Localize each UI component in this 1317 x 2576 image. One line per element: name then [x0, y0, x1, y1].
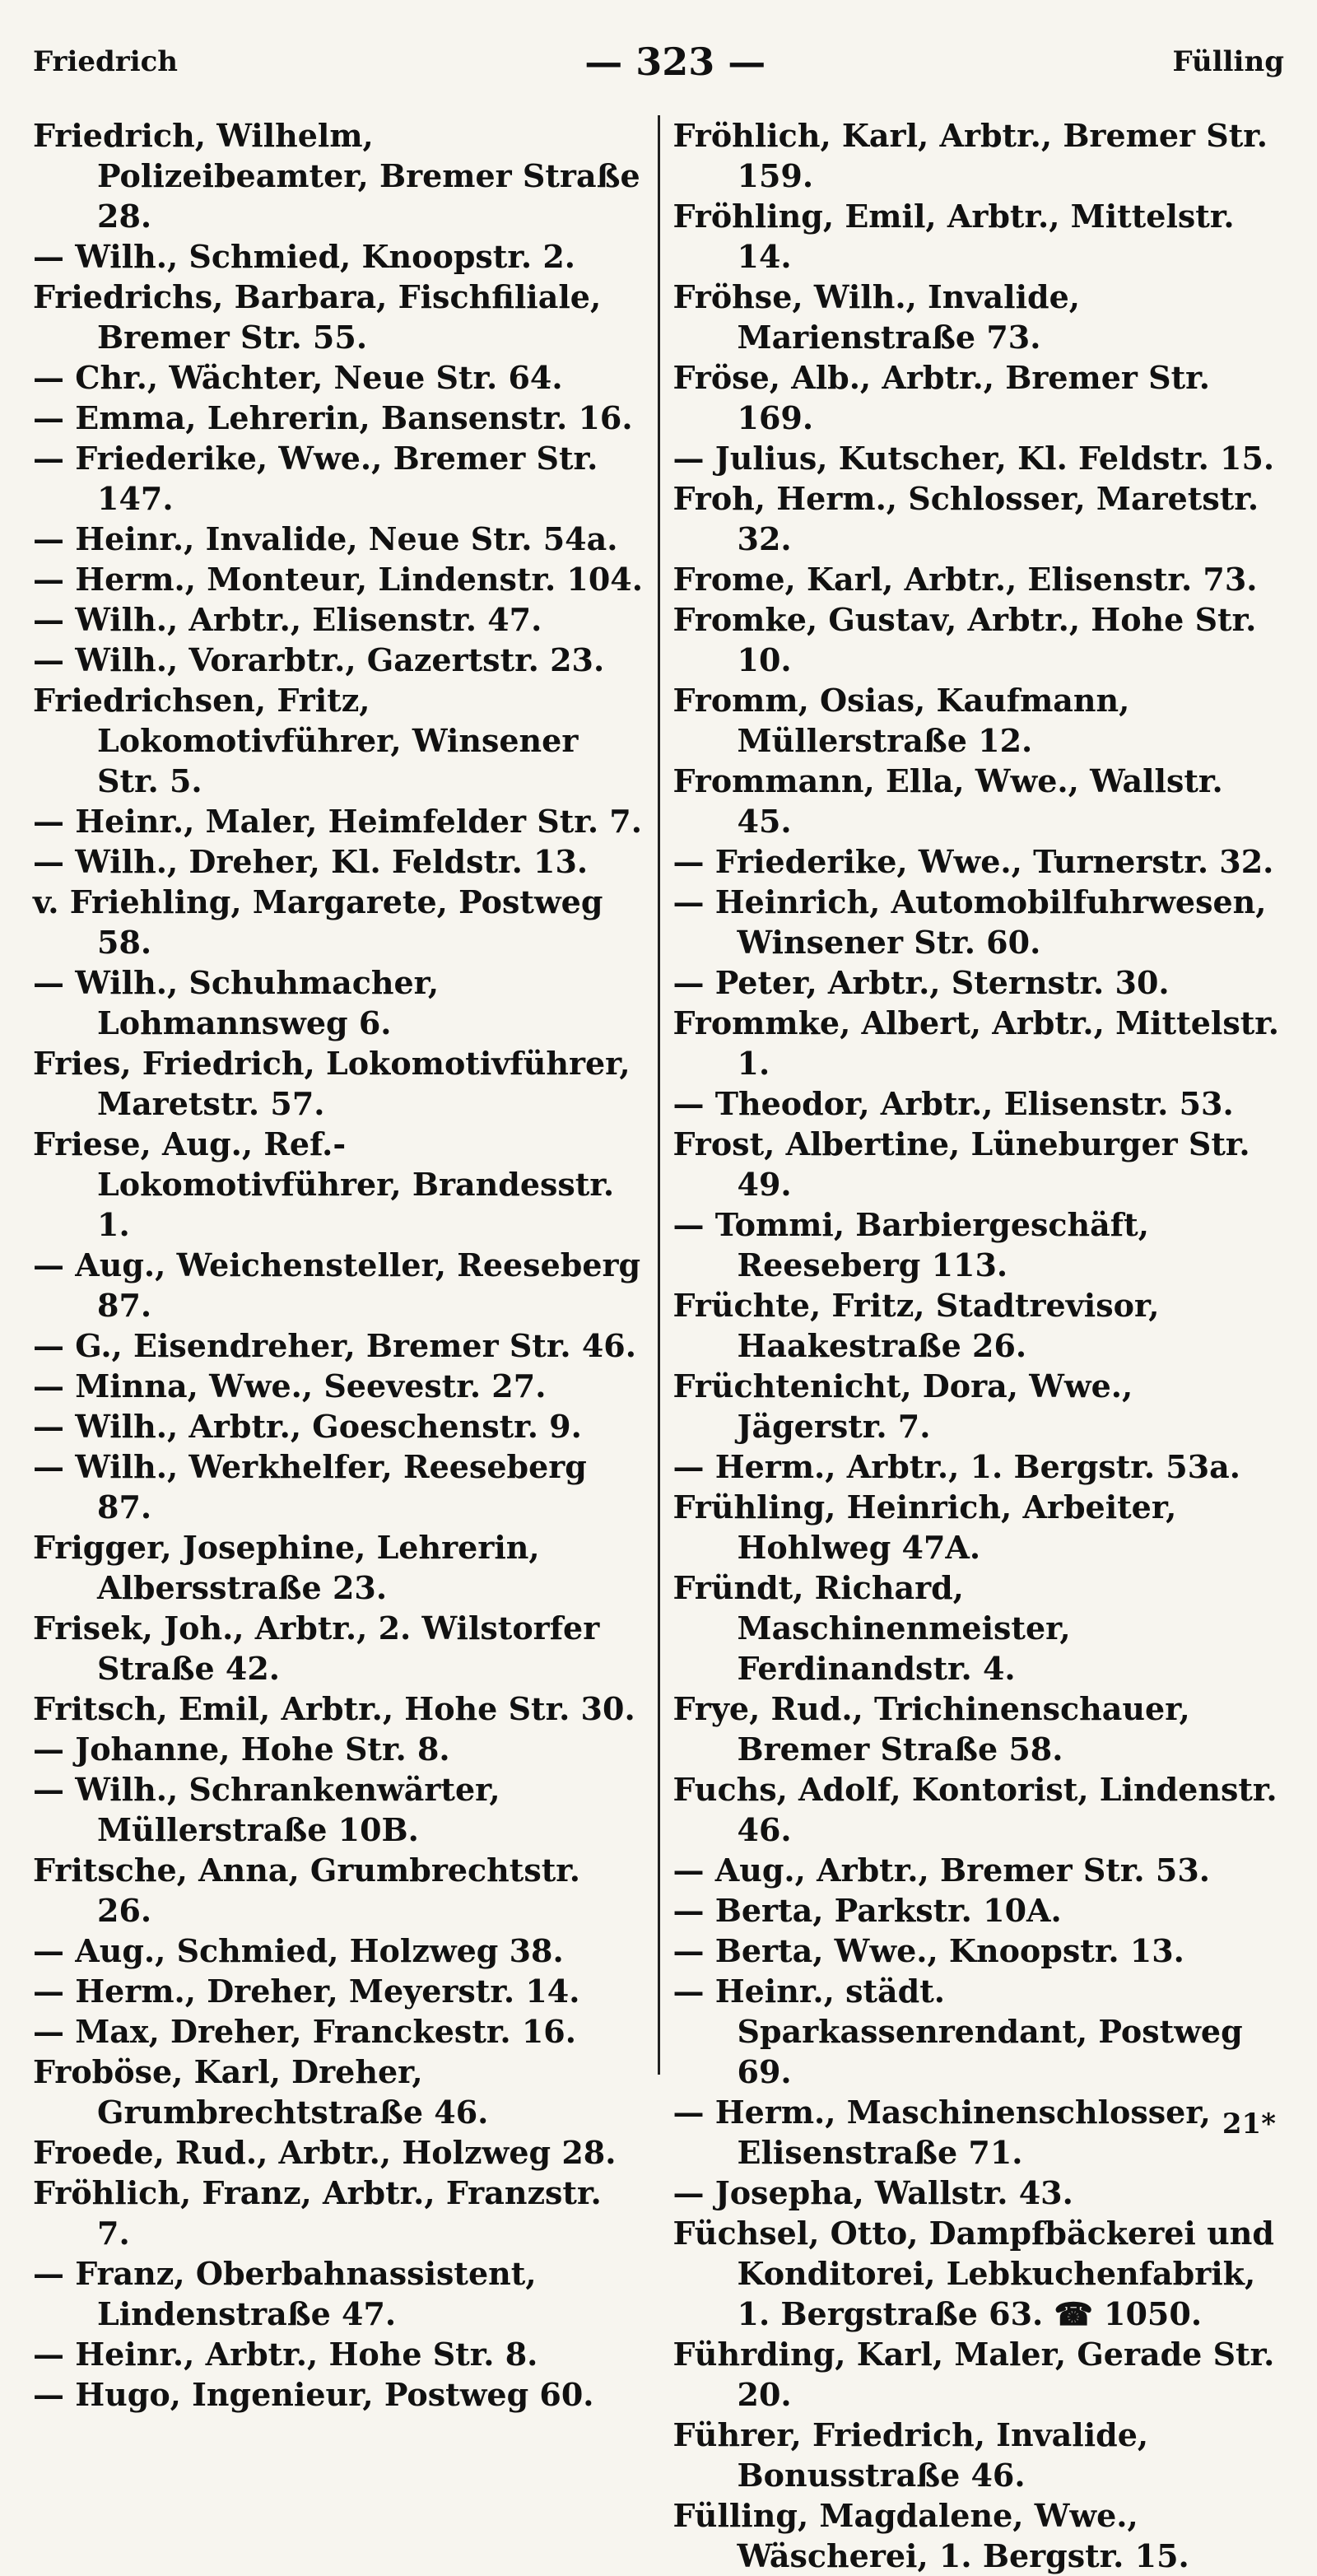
directory-entry: — Berta, Wwe., Knoopstr. 13.: [672, 1932, 1184, 1969]
directory-entry: v. Friehling, Margarete, Postweg 58.: [33, 883, 603, 961]
directory-entry: Fritsch, Emil, Arbtr., Hohe Str. 30.: [33, 1690, 635, 1727]
directory-entry: — Peter, Arbtr., Sternstr. 30.: [672, 964, 1170, 1001]
directory-entry: — Friederike, Wwe., Turnerstr. 32.: [672, 843, 1274, 880]
directory-entry: Froede, Rud., Arbtr., Holzweg 28.: [33, 2134, 617, 2171]
directory-entry: — Herm., Maschinenschlosser, Elisenstraße 71.: [672, 2094, 1211, 2171]
directory-entry: Fröhlich, Karl, Arbtr., Bremer Str. 159.: [672, 117, 1268, 194]
directory-entry: — G., Eisendreher, Bremer Str. 46.: [33, 1327, 636, 1364]
directory-entry: Frye, Rud., Trichinenschauer, Bremer Straße 58.: [672, 1690, 1190, 1768]
directory-entry: — Heinr., Arbtr., Hohe Str. 8.: [33, 2336, 538, 2373]
directory-entry: — Chr., Wächter, Neue Str. 64.: [33, 359, 563, 396]
directory-entry: — Hugo, Ingenieur, Postweg 60.: [33, 2376, 594, 2413]
directory-entry: Fromke, Gustav, Arbtr., Hohe Str. 10.: [672, 601, 1257, 678]
directory-entry: — Theodor, Arbtr., Elisenstr. 53.: [672, 1085, 1234, 1122]
left-column: [33, 115, 658, 2413]
directory-entry: Fries, Friedrich, Lokomotivführer, Maretstr. 57.: [33, 1045, 631, 1122]
directory-entry: — Wilh., Vorarbtr., Gazertstr. 23.: [33, 641, 605, 678]
directory-entry: Fröse, Alb., Arbtr., Bremer Str. 169.: [672, 359, 1210, 436]
directory-entry: — Franz, Oberbahnassistent, Lindenstraße 47.: [33, 2255, 537, 2332]
directory-entry: Fröhling, Emil, Arbtr., Mittelstr. 14.: [672, 198, 1235, 275]
directory-entry: Fuchs, Adolf, Kontorist, Lindenstr. 46.: [672, 1771, 1277, 1848]
directory-entry: Frome, Karl, Arbtr., Elisenstr. 73.: [672, 561, 1258, 598]
directory-entry: Froböse, Karl, Dreher, Grumbrechtstraße 46.: [33, 2053, 489, 2131]
directory-entry: — Berta, Parkstr. 10A.: [672, 1892, 1062, 1929]
directory-entry: — Heinr., Maler, Heimfelder Str. 7.: [33, 803, 642, 840]
page-number: — 323 —: [584, 40, 766, 84]
directory-entry: — Max, Dreher, Franckestr. 16.: [33, 2013, 576, 2050]
directory-entry: Frommke, Albert, Arbtr., Mittelstr. 1.: [672, 1004, 1280, 1082]
directory-entry: Frost, Albertine, Lüneburger Str. 49.: [672, 1125, 1250, 1203]
directory-entry: — Josepha, Wallstr. 43.: [672, 2174, 1073, 2211]
directory-entry: — Heinr., städt. Sparkassenrendant, Postweg 69.: [672, 1973, 1243, 2090]
directory-entry: Früchtenicht, Dora, Wwe., Jägerstr. 7.: [672, 1367, 1133, 1445]
directory-entry: Führer, Friedrich, Invalide, Bonusstraße 46.: [672, 2416, 1149, 2494]
directory-entry: — Johanne, Hohe Str. 8.: [33, 1731, 450, 1768]
directory-entry: Friedrichs, Barbara, Fischfiliale, Bremer Str. 55.: [33, 278, 602, 356]
directory-entry: Früchte, Fritz, Stadtrevisor, Haakestraße 26.: [672, 1287, 1160, 1364]
directory-entry: Friese, Aug., Ref.-Lokomotivführer, Brandesstr. 1.: [33, 1125, 615, 1243]
directory-entry: — Heinr., Invalide, Neue Str. 54a.: [33, 520, 618, 557]
directory-entry: Frühling, Heinrich, Arbeiter, Hohlweg 47A.: [672, 1488, 1177, 1566]
header-left-catchword: Friedrich: [33, 45, 179, 78]
directory-entry: — Tommi, Barbiergeschäft, Reeseberg 113.: [672, 1206, 1149, 1283]
page-header: [33, 33, 1284, 91]
header-right-catchword: Fülling: [1172, 45, 1284, 78]
directory-entry: — Aug., Schmied, Holzweg 38.: [33, 1932, 564, 1969]
directory-entry: — Wilh., Arbtr., Elisenstr. 47.: [33, 601, 542, 638]
directory-entry: — Wilh., Schuhmacher, Lohmannsweg 6.: [33, 964, 440, 1041]
directory-entry: Friedrichsen, Fritz, Lokomotivführer, Winsener Str. 5.: [33, 682, 579, 799]
directory-entry: — Heinrich, Automobilfuhrwesen, Winsener Str. 60.: [672, 883, 1267, 961]
directory-entry: — Minna, Wwe., Seevestr. 27.: [33, 1367, 547, 1404]
directory-entry: Fritsche, Anna, Grumbrechtstr. 26.: [33, 1852, 581, 1929]
directory-entry: Frommann, Ella, Wwe., Wallstr. 45.: [672, 762, 1223, 840]
directory-entry: — Friederike, Wwe., Bremer Str. 147.: [33, 440, 598, 517]
signature-mark: 21*: [1222, 2108, 1276, 2140]
directory-entry: — Wilh., Dreher, Kl. Feldstr. 13.: [33, 843, 589, 880]
directory-entry: Fülling, Magdalene, Wwe., Wäscherei, 1. Bergstr. 15.: [672, 2497, 1189, 2574]
directory-entry: Friedrich, Wilhelm, Polizeibeamter, Bremer Straße 28.: [33, 117, 640, 235]
directory-entry: — Wilh., Arbtr., Goeschenstr. 9.: [33, 1408, 582, 1445]
directory-entry: Frisek, Joh., Arbtr., 2. Wilstorfer Straße 42.: [33, 1609, 600, 1687]
directory-entry: — Aug., Arbtr., Bremer Str. 53.: [672, 1852, 1210, 1889]
directory-entry: — Wilh., Schrankenwärter, Müllerstraße 10B.: [33, 1771, 500, 1848]
directory-entry: Fründt, Richard, Maschinenmeister, Ferdinandstr. 4.: [672, 1569, 1071, 1687]
directory-entry: — Aug., Weichensteller, Reeseberg 87.: [33, 1246, 641, 1324]
directory-entry: — Herm., Dreher, Meyerstr. 14.: [33, 1973, 580, 2010]
directory-entry: Fröhse, Wilh., Invalide, Marienstraße 73.: [672, 278, 1080, 356]
directory-entry: — Emma, Lehrerin, Bansenstr. 16.: [33, 399, 633, 436]
directory-entry: Führding, Karl, Maler, Gerade Str. 20.: [672, 2336, 1275, 2413]
directory-entry: Froh, Herm., Schlosser, Maretstr. 32.: [672, 480, 1259, 557]
directory-entry: Fröhlich, Franz, Arbtr., Franzstr. 7.: [33, 2174, 602, 2252]
directory-entry: — Julius, Kutscher, Kl. Feldstr. 15.: [672, 440, 1275, 477]
directory-entry: — Wilh., Werkhelfer, Reeseberg 87.: [33, 1448, 587, 1526]
directory-entry: — Herm., Arbtr., 1. Bergstr. 53a.: [672, 1448, 1241, 1485]
directory-entry: — Wilh., Schmied, Knoopstr. 2.: [33, 238, 576, 275]
directory-entry: Frigger, Josephine, Lehrerin, Albersstraße 23.: [33, 1529, 540, 1606]
directory-entry: Füchsel, Otto, Dampfbäckerei und Konditorei, Lebkuchenfabrik, 1. Bergstraße 63. ☎ 1050.: [672, 2215, 1274, 2332]
directory-entry: Fromm, Osias, Kaufmann, Müllerstraße 12.: [672, 682, 1130, 759]
directory-entry: — Herm., Monteur, Lindenstr. 104.: [33, 561, 643, 598]
